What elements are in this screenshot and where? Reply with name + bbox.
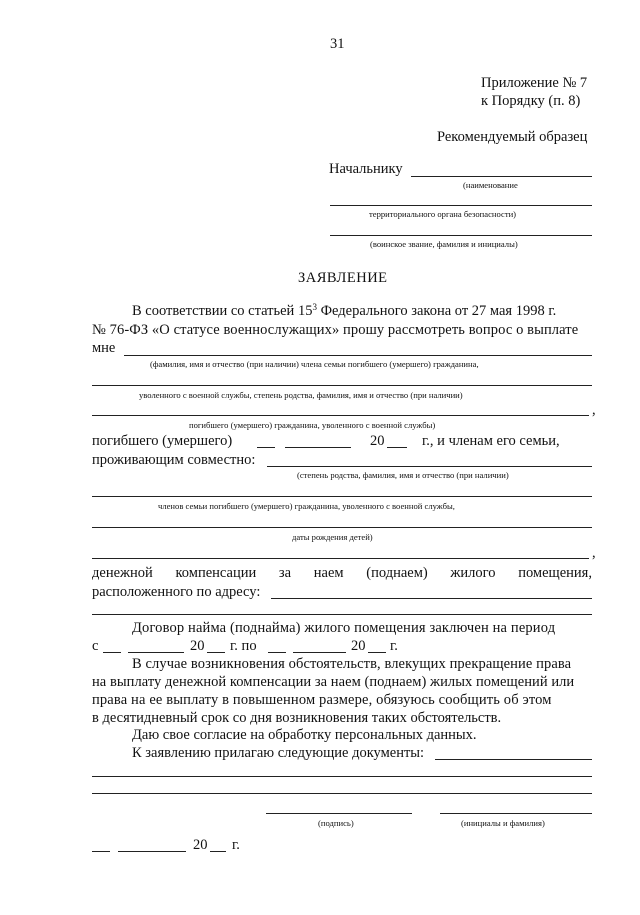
obligation-line-2: на выплату денежной компенсации за наем (поднаем) жилых помещений или [92,674,575,690]
paragraph-1-line-2: № 76-ФЗ «О статусе военнослужащих» прошу рассмотреть вопрос о выплате [92,322,579,338]
contract-to-label: г. по [230,638,257,654]
paragraph-1-mne: мне [92,340,116,356]
contract-from-year-line[interactable] [207,652,225,653]
addressee-line-3[interactable] [330,235,592,236]
contract-to-year-suffix: г. [390,638,398,654]
contract-from-day-line[interactable] [103,652,121,653]
appendix-order-ref: к Порядку (п. 8) [481,93,581,109]
addressee-line-2[interactable] [330,205,592,206]
attachments-line-1[interactable] [435,759,592,760]
signature-line[interactable] [266,813,412,814]
deceased-name-line[interactable] [92,415,589,416]
addressee-caption-organ: территориального органа безопасности) [369,209,517,219]
attachments-label: К заявлению прилагаю следующие документы: [132,745,425,761]
date-year-suffix: г. [232,837,240,853]
caption-kinship: (степень родства, фамилия, имя и отчество (при наличии) [297,470,509,480]
contract-line-1: Договор найма (поднайма) жилого помещения заключен на период [132,620,556,636]
date-year-line[interactable] [210,851,226,852]
attachments-line-3[interactable] [92,793,592,794]
caption-birth-dates: даты рождения детей) [292,532,373,542]
deceased-year-prefix: 20 [370,433,385,449]
contract-from-year-prefix: 20 [190,638,205,654]
deceased-line-tail: г., и членам его семьи, [422,433,560,449]
deceased-label: погибшего (умершего) [92,433,233,449]
caption-deceased: погибшего (умершего) гражданина, уволенного с военной службы) [189,420,436,430]
addressee-caption-name: (наименование [463,180,518,190]
caption-applicant-fio: (фамилия, имя и отчество (при наличии) члена семьи погибшего (умершего) гражданина, [150,359,479,369]
comma-2: , [592,545,596,561]
initials-surname-line[interactable] [440,813,592,814]
applicant-name-line[interactable] [124,355,592,356]
deceased-month-line[interactable] [285,447,351,448]
children-birth-line[interactable] [92,527,592,528]
family-members-line-2[interactable] [92,496,592,497]
contract-to-day-line[interactable] [268,652,286,653]
deceased-day-line[interactable] [257,447,275,448]
addressee-label: Начальнику [329,161,403,177]
paragraph-1-line-1: В соответствии со статьей $15^3$ Федерального закона от 27 мая 1998 г. [132,302,557,319]
contract-to-year-line[interactable] [368,652,386,653]
date-month-line[interactable] [118,851,186,852]
obligation-line-3: права на ее выплату в повышенном размере, обязуюсь сообщить об этом [92,692,552,708]
page-number: 31 [330,36,345,52]
family-members-line-1[interactable] [267,466,592,467]
address-line-2[interactable] [92,614,592,615]
caption-relation: уволенного с военной службы, степень родства, фамилия, имя и отчество (при наличии) [139,390,463,400]
contract-from-label: с [92,638,99,654]
address-line-1[interactable] [271,598,592,599]
address-label: расположенного по адресу: [92,584,261,600]
document-title: ЗАЯВЛЕНИЕ [298,270,388,286]
deceased-year-line[interactable] [387,447,407,448]
addressee-line-1[interactable] [411,176,592,177]
consent-statement: Даю свое согласие на обработку персональных данных. [132,727,477,743]
comma-1: , [592,402,596,418]
attachments-line-2[interactable] [92,776,592,777]
caption-signature: (подпись) [318,818,354,828]
date-year-prefix: 20 [193,837,208,853]
compensation-line: денежной компенсации за наем (поднаем) жилого помещения, [92,565,592,581]
contract-to-year-prefix: 20 [351,638,366,654]
contract-from-month-line[interactable] [128,652,184,653]
contract-to-month-line[interactable] [293,652,346,653]
obligation-line-1: В случае возникновения обстоятельств, влекущих прекращение права [132,656,572,672]
date-day-line[interactable] [92,851,110,852]
relation-line[interactable] [92,385,592,386]
obligation-line-4: в десятидневный срок со дня возникновения таких обстоятельств. [92,710,502,726]
caption-family-members: членов семьи погибшего (умершего) гражданина, уволенного с военной службы, [158,501,455,511]
family-members-line-3[interactable] [92,558,589,559]
caption-initials-surname: (инициалы и фамилия) [461,818,545,828]
addressee-caption-rank: (воинское звание, фамилия и инициалы) [370,239,518,249]
cohabiting-label: проживающим совместно: [92,452,256,468]
recommended-sample-label: Рекомендуемый образец [437,129,588,145]
appendix-title: Приложение № 7 [481,75,588,91]
